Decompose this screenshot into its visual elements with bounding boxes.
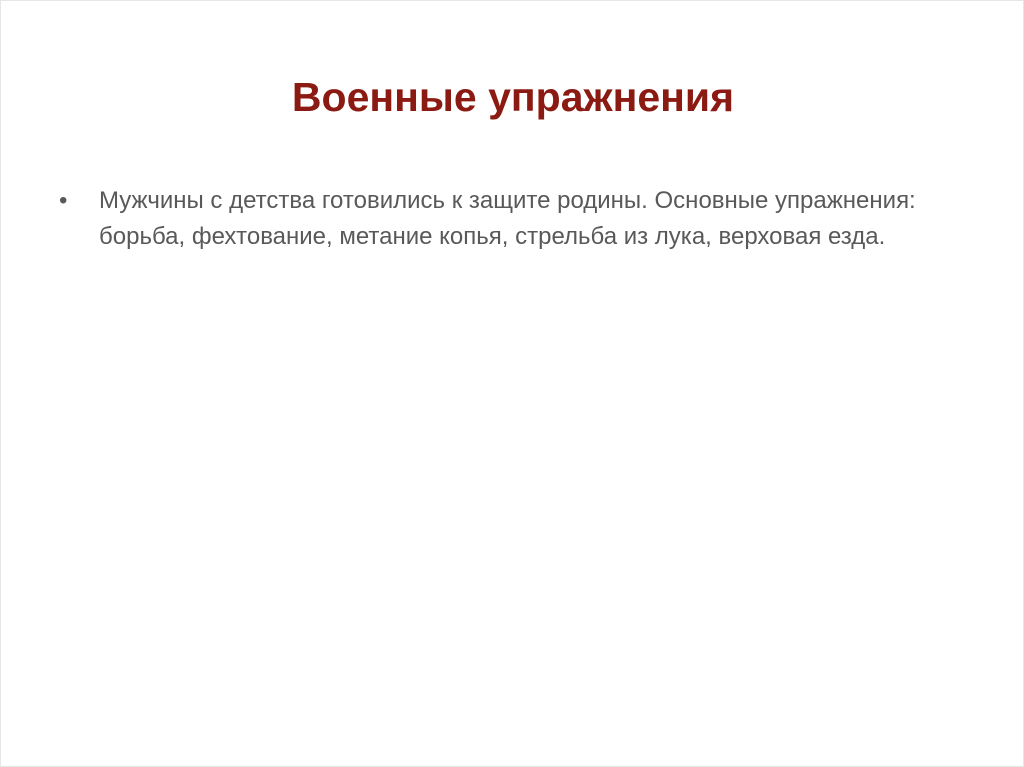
bullet-text: Мужчины с детства готовились к защите родины. Основные упражнения: борьба, фехтование, метание копья, стрельба из лука, верховая езда. bbox=[99, 187, 916, 250]
slide-title: Военные упражнения bbox=[291, 74, 735, 120]
bullet-item bbox=[59, 183, 939, 255]
bullet-icon: • bbox=[59, 187, 68, 214]
bullet-list bbox=[59, 183, 939, 255]
